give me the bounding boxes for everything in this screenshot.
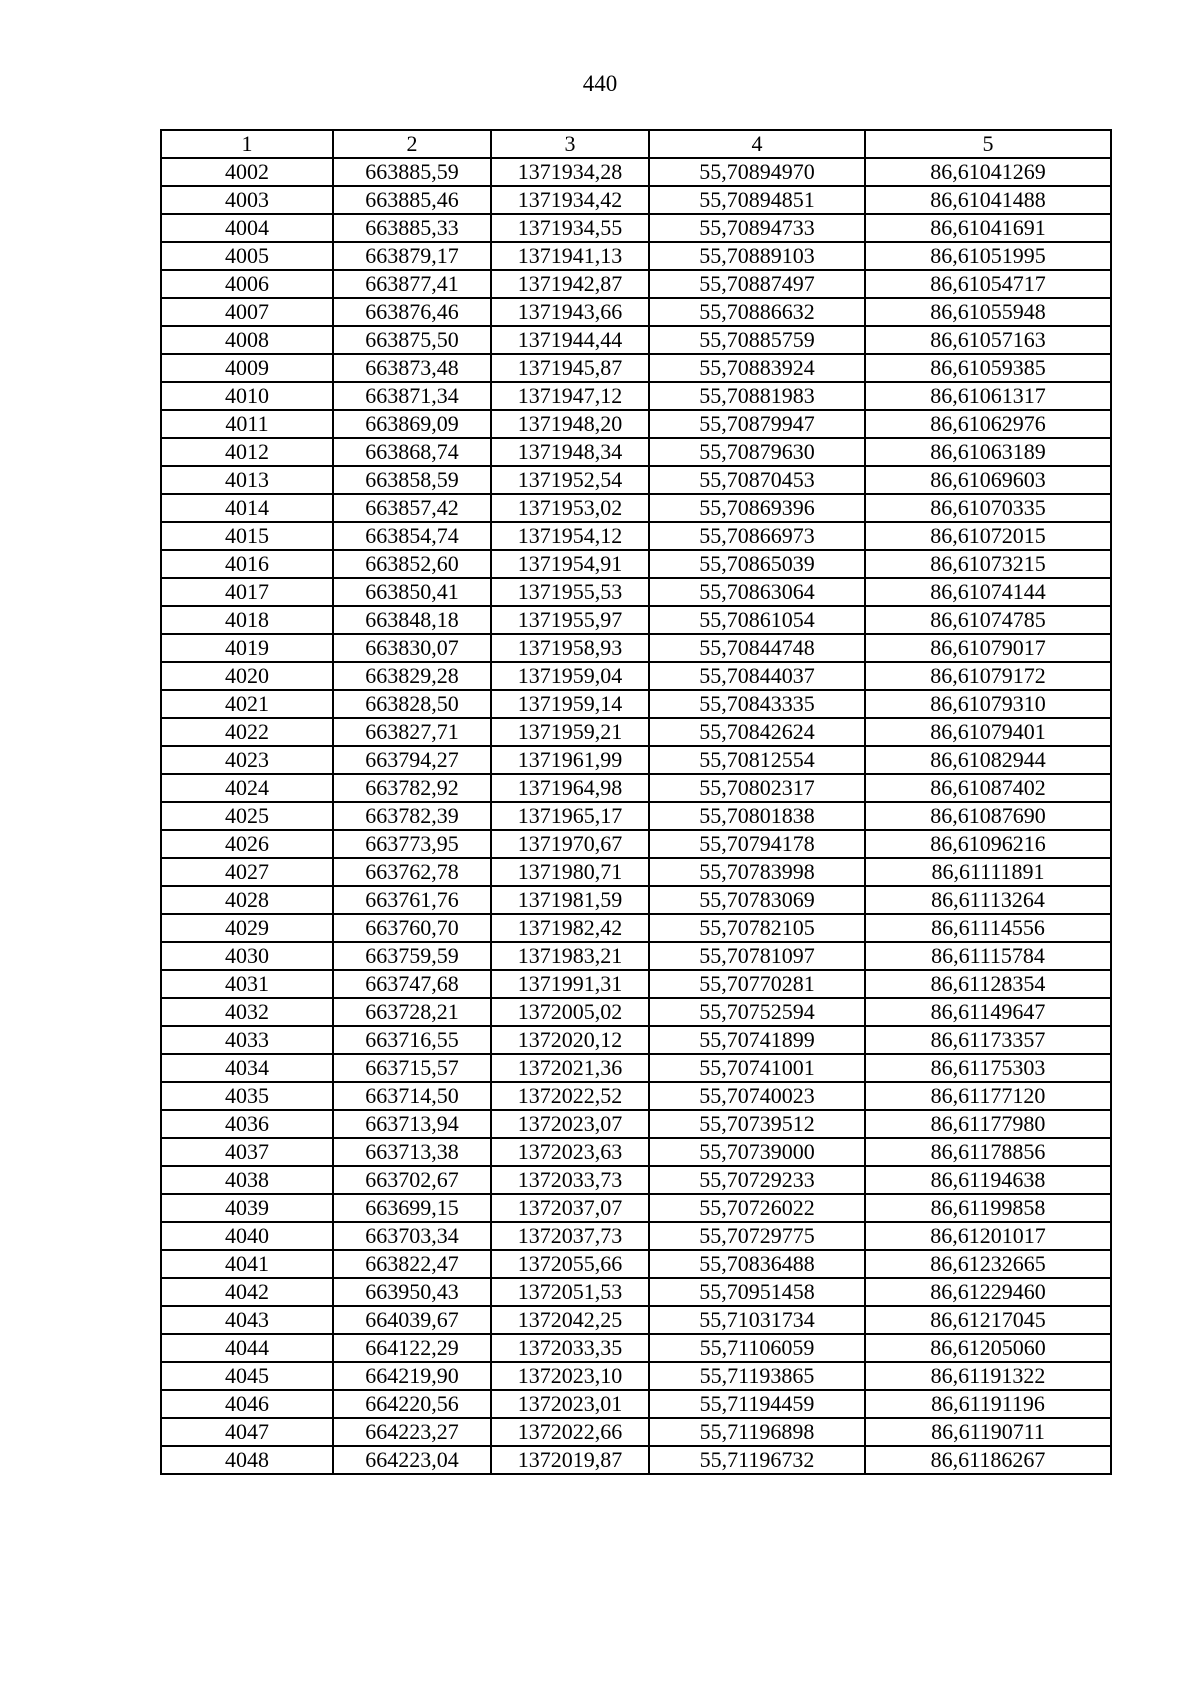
- x-coordinate-cell: 664220,56: [333, 1390, 491, 1418]
- x-coordinate-cell: 663703,34: [333, 1222, 491, 1250]
- latitude-cell: 55,70879947: [649, 410, 865, 438]
- latitude-cell: 55,70894733: [649, 214, 865, 242]
- point-number-cell: 4022: [161, 718, 333, 746]
- longitude-cell: 86,61111891: [865, 858, 1111, 886]
- table-row: [161, 774, 1111, 802]
- latitude-cell: 55,70844748: [649, 634, 865, 662]
- x-coordinate-cell: 663827,71: [333, 718, 491, 746]
- column-header-4: 4: [649, 130, 865, 158]
- longitude-cell: 86,61096216: [865, 830, 1111, 858]
- table-row: [161, 242, 1111, 270]
- table-row: [161, 186, 1111, 214]
- table-row: [161, 746, 1111, 774]
- point-number-cell: 4034: [161, 1054, 333, 1082]
- table-row: [161, 550, 1111, 578]
- point-number-cell: 4014: [161, 494, 333, 522]
- longitude-cell: 86,61074785: [865, 606, 1111, 634]
- point-number-cell: 4024: [161, 774, 333, 802]
- y-coordinate-cell: 1371934,42: [491, 186, 649, 214]
- longitude-cell: 86,61229460: [865, 1278, 1111, 1306]
- x-coordinate-cell: 663762,78: [333, 858, 491, 886]
- longitude-cell: 86,61191196: [865, 1390, 1111, 1418]
- y-coordinate-cell: 1371934,55: [491, 214, 649, 242]
- latitude-cell: 55,70894851: [649, 186, 865, 214]
- longitude-cell: 86,61079310: [865, 690, 1111, 718]
- x-coordinate-cell: 663702,67: [333, 1166, 491, 1194]
- coordinates-table: [160, 129, 1112, 1475]
- table-row: [161, 998, 1111, 1026]
- longitude-cell: 86,61087690: [865, 802, 1111, 830]
- x-coordinate-cell: 663699,15: [333, 1194, 491, 1222]
- latitude-cell: 55,70865039: [649, 550, 865, 578]
- table-row: [161, 1446, 1111, 1474]
- longitude-cell: 86,61079401: [865, 718, 1111, 746]
- latitude-cell: 55,70951458: [649, 1278, 865, 1306]
- x-coordinate-cell: 663879,17: [333, 242, 491, 270]
- point-number-cell: 4006: [161, 270, 333, 298]
- latitude-cell: 55,70783069: [649, 886, 865, 914]
- point-number-cell: 4045: [161, 1362, 333, 1390]
- table-body: [161, 158, 1111, 1474]
- point-number-cell: 4008: [161, 326, 333, 354]
- table-row: [161, 410, 1111, 438]
- table-row: [161, 438, 1111, 466]
- latitude-cell: 55,71196898: [649, 1418, 865, 1446]
- latitude-cell: 55,70729233: [649, 1166, 865, 1194]
- point-number-cell: 4029: [161, 914, 333, 942]
- point-number-cell: 4025: [161, 802, 333, 830]
- x-coordinate-cell: 663850,41: [333, 578, 491, 606]
- y-coordinate-cell: 1372023,63: [491, 1138, 649, 1166]
- y-coordinate-cell: 1372033,35: [491, 1334, 649, 1362]
- longitude-cell: 86,61232665: [865, 1250, 1111, 1278]
- x-coordinate-cell: 663848,18: [333, 606, 491, 634]
- y-coordinate-cell: 1372022,66: [491, 1418, 649, 1446]
- latitude-cell: 55,70886632: [649, 298, 865, 326]
- x-coordinate-cell: 663773,95: [333, 830, 491, 858]
- latitude-cell: 55,70739000: [649, 1138, 865, 1166]
- y-coordinate-cell: 1371983,21: [491, 942, 649, 970]
- longitude-cell: 86,61055948: [865, 298, 1111, 326]
- latitude-cell: 55,70783998: [649, 858, 865, 886]
- longitude-cell: 86,61072015: [865, 522, 1111, 550]
- y-coordinate-cell: 1371959,14: [491, 690, 649, 718]
- x-coordinate-cell: 664223,27: [333, 1418, 491, 1446]
- column-header-2: 2: [333, 130, 491, 158]
- latitude-cell: 55,71031734: [649, 1306, 865, 1334]
- y-coordinate-cell: 1371965,17: [491, 802, 649, 830]
- table-row: [161, 914, 1111, 942]
- longitude-cell: 86,61041691: [865, 214, 1111, 242]
- table-row: [161, 718, 1111, 746]
- table-row: [161, 1110, 1111, 1138]
- latitude-cell: 55,70866973: [649, 522, 865, 550]
- x-coordinate-cell: 664223,04: [333, 1446, 491, 1474]
- table-row: [161, 1026, 1111, 1054]
- table-row: [161, 1222, 1111, 1250]
- longitude-cell: 86,61061317: [865, 382, 1111, 410]
- x-coordinate-cell: 663857,42: [333, 494, 491, 522]
- latitude-cell: 55,71194459: [649, 1390, 865, 1418]
- longitude-cell: 86,61173357: [865, 1026, 1111, 1054]
- table-row: [161, 270, 1111, 298]
- y-coordinate-cell: 1372042,25: [491, 1306, 649, 1334]
- point-number-cell: 4044: [161, 1334, 333, 1362]
- longitude-cell: 86,61079172: [865, 662, 1111, 690]
- x-coordinate-cell: 663885,33: [333, 214, 491, 242]
- y-coordinate-cell: 1371958,93: [491, 634, 649, 662]
- table-row: [161, 1194, 1111, 1222]
- point-number-cell: 4033: [161, 1026, 333, 1054]
- latitude-cell: 55,70741001: [649, 1054, 865, 1082]
- column-header-1: 1: [161, 130, 333, 158]
- latitude-cell: 55,71106059: [649, 1334, 865, 1362]
- y-coordinate-cell: 1371945,87: [491, 354, 649, 382]
- longitude-cell: 86,61199858: [865, 1194, 1111, 1222]
- y-coordinate-cell: 1372051,53: [491, 1278, 649, 1306]
- longitude-cell: 86,61114556: [865, 914, 1111, 942]
- longitude-cell: 86,61175303: [865, 1054, 1111, 1082]
- table-row: [161, 1362, 1111, 1390]
- point-number-cell: 4012: [161, 438, 333, 466]
- table-row: [161, 942, 1111, 970]
- x-coordinate-cell: 663747,68: [333, 970, 491, 998]
- x-coordinate-cell: 664219,90: [333, 1362, 491, 1390]
- y-coordinate-cell: 1372055,66: [491, 1250, 649, 1278]
- x-coordinate-cell: 663830,07: [333, 634, 491, 662]
- x-coordinate-cell: 663885,46: [333, 186, 491, 214]
- table-row: [161, 662, 1111, 690]
- longitude-cell: 86,61217045: [865, 1306, 1111, 1334]
- point-number-cell: 4015: [161, 522, 333, 550]
- point-number-cell: 4023: [161, 746, 333, 774]
- table-row: [161, 466, 1111, 494]
- x-coordinate-cell: 663714,50: [333, 1082, 491, 1110]
- latitude-cell: 55,70812554: [649, 746, 865, 774]
- longitude-cell: 86,61057163: [865, 326, 1111, 354]
- latitude-cell: 55,70729775: [649, 1222, 865, 1250]
- latitude-cell: 55,70842624: [649, 718, 865, 746]
- y-coordinate-cell: 1371982,42: [491, 914, 649, 942]
- y-coordinate-cell: 1371953,02: [491, 494, 649, 522]
- latitude-cell: 55,70843335: [649, 690, 865, 718]
- y-coordinate-cell: 1371991,31: [491, 970, 649, 998]
- y-coordinate-cell: 1371947,12: [491, 382, 649, 410]
- y-coordinate-cell: 1371952,54: [491, 466, 649, 494]
- point-number-cell: 4021: [161, 690, 333, 718]
- x-coordinate-cell: 663716,55: [333, 1026, 491, 1054]
- point-number-cell: 4011: [161, 410, 333, 438]
- longitude-cell: 86,61087402: [865, 774, 1111, 802]
- table-row: [161, 606, 1111, 634]
- longitude-cell: 86,61059385: [865, 354, 1111, 382]
- x-coordinate-cell: 663852,60: [333, 550, 491, 578]
- latitude-cell: 55,70741899: [649, 1026, 865, 1054]
- point-number-cell: 4048: [161, 1446, 333, 1474]
- point-number-cell: 4005: [161, 242, 333, 270]
- longitude-cell: 86,61177120: [865, 1082, 1111, 1110]
- longitude-cell: 86,61178856: [865, 1138, 1111, 1166]
- table-row: [161, 522, 1111, 550]
- x-coordinate-cell: 663876,46: [333, 298, 491, 326]
- latitude-cell: 55,70885759: [649, 326, 865, 354]
- latitude-cell: 55,70770281: [649, 970, 865, 998]
- x-coordinate-cell: 663875,50: [333, 326, 491, 354]
- point-number-cell: 4046: [161, 1390, 333, 1418]
- latitude-cell: 55,70739512: [649, 1110, 865, 1138]
- point-number-cell: 4019: [161, 634, 333, 662]
- longitude-cell: 86,61205060: [865, 1334, 1111, 1362]
- x-coordinate-cell: 663868,74: [333, 438, 491, 466]
- point-number-cell: 4013: [161, 466, 333, 494]
- table-row: [161, 858, 1111, 886]
- x-coordinate-cell: 663759,59: [333, 942, 491, 970]
- latitude-cell: 55,70894970: [649, 158, 865, 186]
- longitude-cell: 86,61073215: [865, 550, 1111, 578]
- column-header-3: 3: [491, 130, 649, 158]
- longitude-cell: 86,61069603: [865, 466, 1111, 494]
- x-coordinate-cell: 663794,27: [333, 746, 491, 774]
- x-coordinate-cell: 663871,34: [333, 382, 491, 410]
- x-coordinate-cell: 663715,57: [333, 1054, 491, 1082]
- table-row: [161, 214, 1111, 242]
- y-coordinate-cell: 1372022,52: [491, 1082, 649, 1110]
- point-number-cell: 4026: [161, 830, 333, 858]
- longitude-cell: 86,61186267: [865, 1446, 1111, 1474]
- x-coordinate-cell: 663885,59: [333, 158, 491, 186]
- latitude-cell: 55,70861054: [649, 606, 865, 634]
- y-coordinate-cell: 1371934,28: [491, 158, 649, 186]
- longitude-cell: 86,61113264: [865, 886, 1111, 914]
- latitude-cell: 55,70782105: [649, 914, 865, 942]
- point-number-cell: 4016: [161, 550, 333, 578]
- point-number-cell: 4043: [161, 1306, 333, 1334]
- x-coordinate-cell: 663877,41: [333, 270, 491, 298]
- latitude-cell: 55,70881983: [649, 382, 865, 410]
- longitude-cell: 86,61177980: [865, 1110, 1111, 1138]
- point-number-cell: 4039: [161, 1194, 333, 1222]
- y-coordinate-cell: 1372037,73: [491, 1222, 649, 1250]
- x-coordinate-cell: 663828,50: [333, 690, 491, 718]
- latitude-cell: 55,70887497: [649, 270, 865, 298]
- table-row: [161, 634, 1111, 662]
- y-coordinate-cell: 1371955,97: [491, 606, 649, 634]
- longitude-cell: 86,61190711: [865, 1418, 1111, 1446]
- table-row: [161, 1250, 1111, 1278]
- table-row: [161, 970, 1111, 998]
- point-number-cell: 4017: [161, 578, 333, 606]
- point-number-cell: 4040: [161, 1222, 333, 1250]
- x-coordinate-cell: 663822,47: [333, 1250, 491, 1278]
- longitude-cell: 86,61082944: [865, 746, 1111, 774]
- y-coordinate-cell: 1372023,07: [491, 1110, 649, 1138]
- y-coordinate-cell: 1371944,44: [491, 326, 649, 354]
- x-coordinate-cell: 663782,39: [333, 802, 491, 830]
- latitude-cell: 55,70740023: [649, 1082, 865, 1110]
- x-coordinate-cell: 663873,48: [333, 354, 491, 382]
- table-row: [161, 1334, 1111, 1362]
- latitude-cell: 55,70801838: [649, 802, 865, 830]
- longitude-cell: 86,61070335: [865, 494, 1111, 522]
- column-header-5: 5: [865, 130, 1111, 158]
- x-coordinate-cell: 664122,29: [333, 1334, 491, 1362]
- y-coordinate-cell: 1371980,71: [491, 858, 649, 886]
- table-header: [161, 130, 1111, 158]
- latitude-cell: 55,70844037: [649, 662, 865, 690]
- longitude-cell: 86,61115784: [865, 942, 1111, 970]
- y-coordinate-cell: 1371948,20: [491, 410, 649, 438]
- x-coordinate-cell: 663782,92: [333, 774, 491, 802]
- x-coordinate-cell: 663950,43: [333, 1278, 491, 1306]
- longitude-cell: 86,61079017: [865, 634, 1111, 662]
- longitude-cell: 86,61191322: [865, 1362, 1111, 1390]
- latitude-cell: 55,70870453: [649, 466, 865, 494]
- point-number-cell: 4027: [161, 858, 333, 886]
- x-coordinate-cell: 663728,21: [333, 998, 491, 1026]
- x-coordinate-cell: 663858,59: [333, 466, 491, 494]
- longitude-cell: 86,61194638: [865, 1166, 1111, 1194]
- y-coordinate-cell: 1372023,01: [491, 1390, 649, 1418]
- table-row: [161, 382, 1111, 410]
- y-coordinate-cell: 1371959,21: [491, 718, 649, 746]
- longitude-cell: 86,61041488: [865, 186, 1111, 214]
- latitude-cell: 55,70781097: [649, 942, 865, 970]
- y-coordinate-cell: 1371943,66: [491, 298, 649, 326]
- table-row: [161, 1082, 1111, 1110]
- y-coordinate-cell: 1371954,91: [491, 550, 649, 578]
- point-number-cell: 4002: [161, 158, 333, 186]
- point-number-cell: 4018: [161, 606, 333, 634]
- y-coordinate-cell: 1372021,36: [491, 1054, 649, 1082]
- y-coordinate-cell: 1371970,67: [491, 830, 649, 858]
- x-coordinate-cell: 663869,09: [333, 410, 491, 438]
- y-coordinate-cell: 1372033,73: [491, 1166, 649, 1194]
- table-row: [161, 1054, 1111, 1082]
- longitude-cell: 86,61074144: [865, 578, 1111, 606]
- y-coordinate-cell: 1372037,07: [491, 1194, 649, 1222]
- point-number-cell: 4038: [161, 1166, 333, 1194]
- y-coordinate-cell: 1371961,99: [491, 746, 649, 774]
- point-number-cell: 4007: [161, 298, 333, 326]
- longitude-cell: 86,61149647: [865, 998, 1111, 1026]
- point-number-cell: 4032: [161, 998, 333, 1026]
- latitude-cell: 55,70794178: [649, 830, 865, 858]
- x-coordinate-cell: 663829,28: [333, 662, 491, 690]
- y-coordinate-cell: 1371954,12: [491, 522, 649, 550]
- latitude-cell: 55,70836488: [649, 1250, 865, 1278]
- point-number-cell: 4037: [161, 1138, 333, 1166]
- table-row: [161, 158, 1111, 186]
- point-number-cell: 4042: [161, 1278, 333, 1306]
- latitude-cell: 55,70879630: [649, 438, 865, 466]
- latitude-cell: 55,70863064: [649, 578, 865, 606]
- point-number-cell: 4035: [161, 1082, 333, 1110]
- x-coordinate-cell: 664039,67: [333, 1306, 491, 1334]
- y-coordinate-cell: 1372020,12: [491, 1026, 649, 1054]
- latitude-cell: 55,71193865: [649, 1362, 865, 1390]
- table-row: [161, 802, 1111, 830]
- longitude-cell: 86,61041269: [865, 158, 1111, 186]
- latitude-cell: 55,70883924: [649, 354, 865, 382]
- longitude-cell: 86,61063189: [865, 438, 1111, 466]
- longitude-cell: 86,61201017: [865, 1222, 1111, 1250]
- longitude-cell: 86,61051995: [865, 242, 1111, 270]
- table-row: [161, 830, 1111, 858]
- point-number-cell: 4047: [161, 1418, 333, 1446]
- table-row: [161, 298, 1111, 326]
- point-number-cell: 4004: [161, 214, 333, 242]
- table-row: [161, 1418, 1111, 1446]
- y-coordinate-cell: 1371942,87: [491, 270, 649, 298]
- table-row: [161, 886, 1111, 914]
- latitude-cell: 55,70889103: [649, 242, 865, 270]
- longitude-cell: 86,61128354: [865, 970, 1111, 998]
- table-row: [161, 578, 1111, 606]
- point-number-cell: 4009: [161, 354, 333, 382]
- latitude-cell: 55,70752594: [649, 998, 865, 1026]
- table-row: [161, 690, 1111, 718]
- y-coordinate-cell: 1372023,10: [491, 1362, 649, 1390]
- latitude-cell: 55,70802317: [649, 774, 865, 802]
- y-coordinate-cell: 1371959,04: [491, 662, 649, 690]
- header-row: [161, 130, 1111, 158]
- table-row: [161, 1306, 1111, 1334]
- y-coordinate-cell: 1372005,02: [491, 998, 649, 1026]
- longitude-cell: 86,61062976: [865, 410, 1111, 438]
- point-number-cell: 4030: [161, 942, 333, 970]
- table-row: [161, 1278, 1111, 1306]
- point-number-cell: 4036: [161, 1110, 333, 1138]
- page-number: 440: [582, 71, 618, 96]
- point-number-cell: 4041: [161, 1250, 333, 1278]
- table-row: [161, 1166, 1111, 1194]
- longitude-cell: 86,61054717: [865, 270, 1111, 298]
- x-coordinate-cell: 663760,70: [333, 914, 491, 942]
- point-number-cell: 4010: [161, 382, 333, 410]
- latitude-cell: 55,70869396: [649, 494, 865, 522]
- table-row: [161, 354, 1111, 382]
- x-coordinate-cell: 663713,94: [333, 1110, 491, 1138]
- point-number-cell: 4031: [161, 970, 333, 998]
- x-coordinate-cell: 663761,76: [333, 886, 491, 914]
- table-row: [161, 1138, 1111, 1166]
- point-number-cell: 4003: [161, 186, 333, 214]
- point-number-cell: 4028: [161, 886, 333, 914]
- latitude-cell: 55,70726022: [649, 1194, 865, 1222]
- y-coordinate-cell: 1371941,13: [491, 242, 649, 270]
- table-row: [161, 326, 1111, 354]
- x-coordinate-cell: 663713,38: [333, 1138, 491, 1166]
- latitude-cell: 55,71196732: [649, 1446, 865, 1474]
- y-coordinate-cell: 1371955,53: [491, 578, 649, 606]
- point-number-cell: 4020: [161, 662, 333, 690]
- y-coordinate-cell: 1372019,87: [491, 1446, 649, 1474]
- y-coordinate-cell: 1371981,59: [491, 886, 649, 914]
- y-coordinate-cell: 1371964,98: [491, 774, 649, 802]
- table-row: [161, 494, 1111, 522]
- y-coordinate-cell: 1371948,34: [491, 438, 649, 466]
- table-row: [161, 1390, 1111, 1418]
- x-coordinate-cell: 663854,74: [333, 522, 491, 550]
